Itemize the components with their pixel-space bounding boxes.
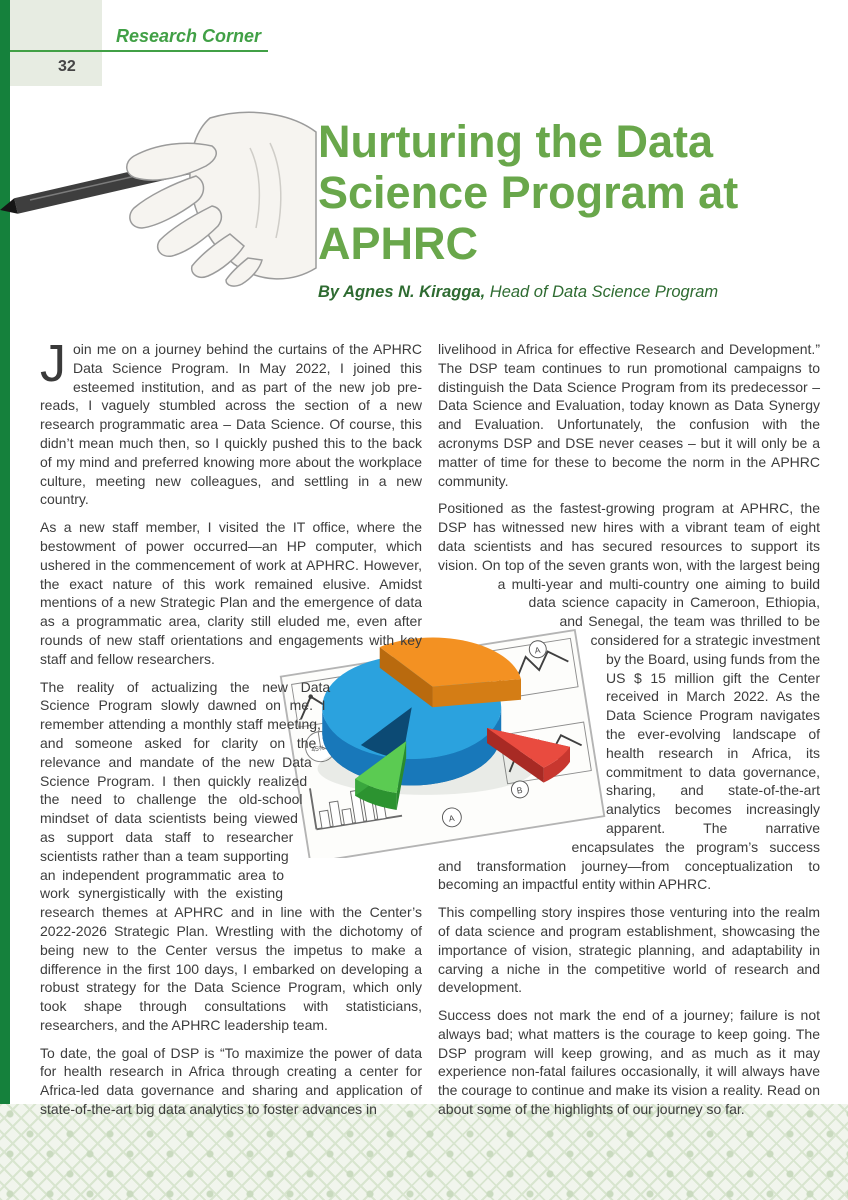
- article-title: [318, 116, 832, 269]
- byline-role: Head of Data Science Program: [485, 283, 719, 301]
- byline: [318, 283, 832, 302]
- paragraph: [438, 903, 820, 997]
- mini-pie-label: 45%: [311, 744, 326, 754]
- section-label: Research Corner: [116, 26, 262, 46]
- paragraph-text: Positioned as the fastest-growing program at APHRC, the DSP has witnessed new hires with a vibrant team of eight data scientists and has secured resources to support its vision. On top of the seven grants won, with the largest being a multi-year and multi-country one aiming to build data science capacity in Cameroon, Ethiopia, and Senegal, the team was thrilled to be considered for a strategic investment by the Board, using funds from the US $ 15 million gift the Center received in March 2022. As the Data Science Program navigates the ever-evolving landscape of health research in Africa, its commitment to data governance, sharing, and state-of-the-art analytics becomes increasingly apparent. The narrative encapsulates the program’s success and transformation journey—from conceptualization to becoming an impactful entity within APHRC.: [438, 500, 821, 893]
- paragraph-text: Success does not mark the end of a journey; failure is not always bad; what matters is the courage to keep going. The DSP program will keep growing, and as much as it may experience non-fatal failures occasionally, it will always have the courage to continue and make its vision a reality. Read on about some of the highlights of our journey so far.: [438, 1007, 820, 1118]
- paragraph-text: oin me on a journey behind the curtains of the APHRC Data Science Program. In May 2022, I joined this esteemed institution, and as part of the new job pre-reads, I vaguely stumbled across the section of a new research programmatic area – Data Science. Of course, this didn’t mean much then, so I quickly pushed this to the back of my mind and preferred knowing more about the workplace culture, meeting new colleagues, and settling in a new country.: [40, 341, 422, 508]
- dropcap: J: [40, 335, 66, 393]
- paragraph: [438, 1006, 820, 1119]
- corner-tint-block: [10, 0, 102, 86]
- byline-author: By Agnes N. Kiragga,: [318, 283, 486, 301]
- marker-b: B: [516, 784, 524, 796]
- paragraph: [40, 1044, 422, 1119]
- paragraph: [438, 340, 820, 490]
- page-number: 32: [58, 58, 76, 75]
- marker-bottom: A: [447, 812, 456, 824]
- title-line: Science Program at: [318, 167, 739, 218]
- header-rule: [10, 50, 268, 52]
- paragraph-text: As a new staff member, I visited the IT office, where the bestowment of power occurred—an HP computer, which ushered in the commencement of work at APHRC. However, the exact nature of this work remained elusive. Amidst mentions of a new Strategic Plan and the emergence of data as a programmatic area, clarity still eluded me, even after rounds of new staff orientations and engagements with key staff and fellow researchers.: [40, 519, 422, 667]
- left-column: [40, 335, 422, 1128]
- paragraph: [40, 518, 422, 668]
- title-line: APHRC: [318, 218, 479, 269]
- paragraph-text: This compelling story inspires those venturing into the realm of data science and program establishment, showcasing the importance of vision, strategic planning, and adaptability in carving a niche in the competitive world of research and development.: [438, 904, 820, 996]
- marker-a: A: [533, 644, 542, 656]
- paragraph: [438, 499, 820, 894]
- paragraph-text: To date, the goal of DSP is “To maximize the power of data for health research in Africa through creating a center for Africa-led data governance and sharing and application of state-of-the-art big data analytics to foster advances in: [40, 1044, 422, 1118]
- title-line: Nurturing the Data: [318, 116, 714, 167]
- paragraph-text: livelihood in Africa for effective Research and Development.” The DSP team continues to run promotional campaigns to distinguish the Data Science Program from its predecessor – Data Science and Evaluation, today known as Data Synergy and Evaluation. Unfortunately, the confusion with the acronyms DSP and DSE never ceases – but it will only be a matter of time for these to become the norm in the APHRC community.: [438, 341, 820, 489]
- illustration-wrap-spacer: [438, 499, 606, 871]
- paragraph-text: The reality of actualizing the new Data Science Program slowly dawned on me. I remember attending a monthly staff meeting, and someone asked for clarity on the relevance and mandate of the new Data Science Program. I then quickly realized the need to challenge the old-school mindset of data scientists being viewed as support data staff to researcher scientists rather than a team supporting an independent programmatic area to work synergistically with the existing research themes at APHRC and in line with the Center’s 2022-2026 Strategic Plan. Wrestling with the dichotomy of being new to the Center versus the impetus to make a difference in the first 100 days, I embarked on developing a robust strategy for the Data Science Program, which only took shape through consultations with statisticians, researchers, and the APHRC leadership team.: [40, 678, 422, 1033]
- hand-icon: [127, 112, 316, 286]
- article-body: [40, 335, 821, 1128]
- paragraph: [40, 335, 422, 509]
- right-column: [438, 340, 820, 1128]
- hand-pen-illustration: [0, 88, 318, 328]
- paragraph: [40, 678, 422, 1035]
